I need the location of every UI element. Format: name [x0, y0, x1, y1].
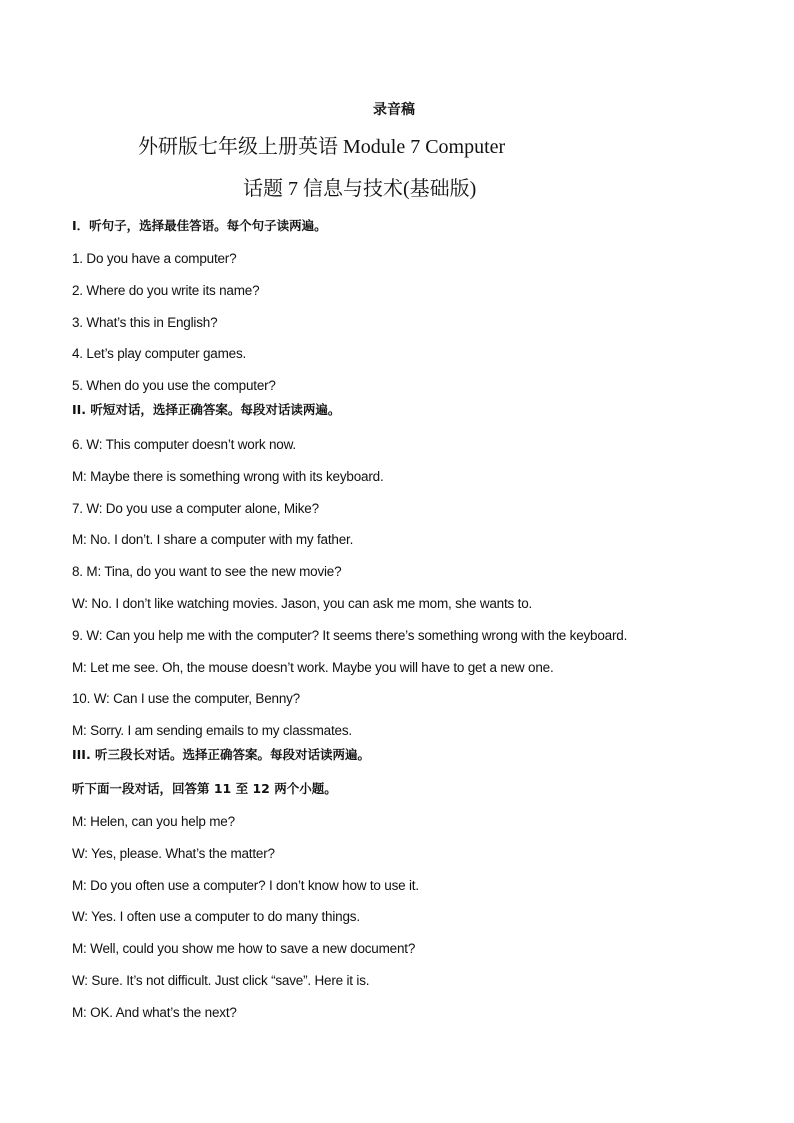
section-1-line: 4. Let’s play computer games.: [72, 346, 247, 361]
section-2-line: 9. W: Can you help me with the computer? It seems there’s something wrong with the keyboard.: [72, 628, 628, 643]
section-2-line: 10. W: Can I use the computer, Benny?: [72, 691, 300, 706]
section-2-line: M: Sorry. I am sending emails to my classmates.: [72, 723, 352, 738]
section-1-line: 5. When do you use the computer?: [72, 378, 276, 393]
section-3-heading: III. 听三段长对话。选择正确答案。每段对话读两遍。: [72, 747, 371, 762]
section-2-line: M: Maybe there is something wrong with its keyboard.: [72, 469, 384, 484]
section-3-line: M: Helen, can you help me?: [72, 814, 235, 829]
section-1-heading: Ⅰ．听句子，选择最佳答语。每个句子读两遍。: [72, 218, 327, 233]
section-1-line: 3. What’s this in English?: [72, 315, 218, 330]
section-3-line: W: Yes, please. What’s the matter?: [72, 846, 275, 861]
section-1-line: 1. Do you have a computer?: [72, 251, 237, 266]
section-3-line: W: Yes. I often use a computer to do many things.: [72, 909, 360, 924]
document-subtitle: 话题 7 信息与技术(基础版): [243, 178, 477, 200]
section-2-line: 7. W: Do you use a computer alone, Mike?: [72, 501, 319, 516]
section-3-line: W: Sure. It’s not difficult. Just click “save”. Here it is.: [72, 973, 370, 988]
section-2-line: 8. M: Tina, do you want to see the new movie?: [72, 564, 342, 579]
section-2-line: M: Let me see. Oh, the mouse doesn’t work. Maybe you will have to get a new one.: [72, 660, 554, 675]
section-2-line: M: No. I don’t. I share a computer with my father.: [72, 532, 354, 547]
transcript-label: 录音稿: [373, 102, 415, 118]
section-3-line: M: OK. And what’s the next?: [72, 1005, 237, 1020]
section-2-line: 6. W: This computer doesn’t work now.: [72, 437, 296, 452]
section-3-line: M: Do you often use a computer? I don’t know how to use it.: [72, 878, 419, 893]
section-3-line: M: Well, could you show me how to save a new document?: [72, 941, 416, 956]
section-2-heading: II. 听短对话，选择正确答案。每段对话读两遍。: [72, 402, 341, 417]
section-2-line: W: No. I don’t like watching movies. Jason, you can ask me mom, she wants to.: [72, 596, 533, 611]
section-1-line: 2. Where do you write its name?: [72, 283, 260, 298]
document-title: 外研版七年级上册英语 Module 7 Computer: [138, 136, 506, 158]
section-3-intro: 听下面一段对话，回答第 11 至 12 两个小题。: [72, 781, 337, 796]
